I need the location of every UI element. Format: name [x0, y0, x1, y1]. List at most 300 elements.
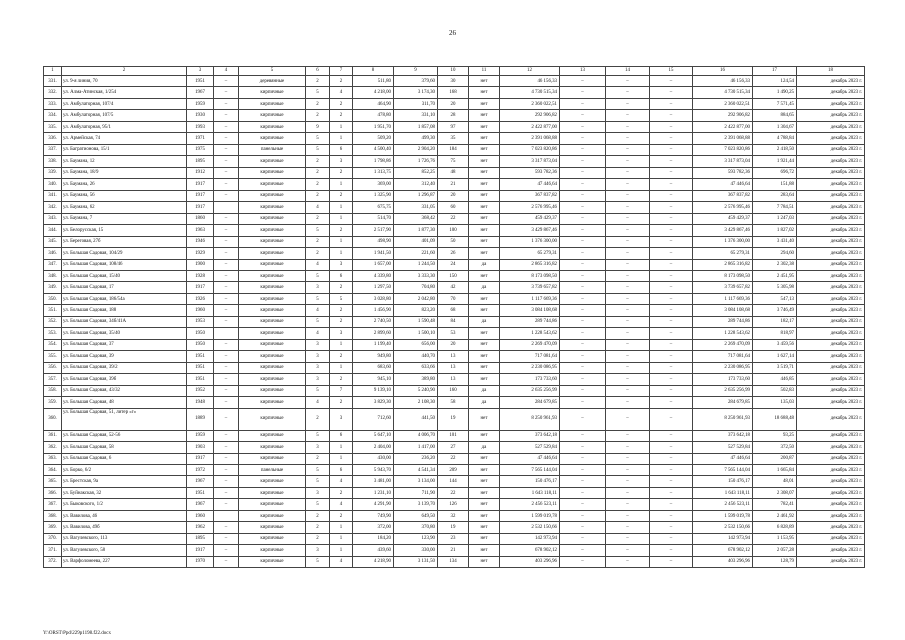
cost-total-cell: 678 902,12 [500, 545, 560, 556]
residents-cell: 28 [438, 110, 469, 121]
floors-cell: 5 [306, 385, 330, 396]
cost-summary-cell: 3 084 108,68 [693, 305, 753, 316]
col-15-cell: – [650, 430, 693, 441]
address-cell: ул. Амбулаторная, 107/4 [62, 98, 187, 109]
cost-total-cell: 2 360 022,51 [500, 98, 560, 109]
col-14-cell: – [606, 213, 650, 224]
cost-per-sqm-cell: 1 827,02 [753, 225, 797, 236]
cost-summary-cell: 367 837,82 [693, 190, 753, 201]
year-built-cell: 1952 [187, 385, 214, 396]
deadline-cell: декабрь 2023 г. [797, 248, 865, 259]
row-number-cell: 333. [44, 98, 62, 109]
col-11-cell: нет [469, 510, 500, 521]
table-row [44, 133, 865, 144]
address-cell: ул. Брестская, 9а [62, 476, 187, 487]
residents-cell: 30 [438, 76, 469, 87]
column-number-cell: 10 [438, 67, 469, 76]
living-area-cell: 704,80 [394, 282, 438, 293]
column-number-cell: 7 [330, 67, 353, 76]
address-cell: ул. Армейская, 74 [62, 133, 187, 144]
residents-cell: 19 [438, 408, 469, 430]
residents-cell: 134 [438, 556, 469, 567]
year-built-cell: 1975 [187, 144, 214, 155]
living-area-cell: 441,50 [394, 408, 438, 430]
cost-summary-cell: 3 317 873,04 [693, 156, 753, 167]
table-row [44, 408, 865, 430]
col-4-cell: – [214, 533, 239, 544]
cost-per-sqm-cell: 124,54 [753, 76, 797, 87]
col-4-cell: – [214, 465, 239, 476]
row-number-cell: 339. [44, 167, 62, 178]
cost-summary-cell: 1 117 669,36 [693, 293, 753, 304]
total-area-cell: 945,10 [353, 374, 394, 385]
total-area-cell: 184,20 [353, 533, 394, 544]
entrances-cell: 1 [330, 236, 353, 247]
cost-summary-cell: 284 679,85 [693, 397, 753, 408]
address-cell: ул. Большая Садовая, 6 [62, 453, 187, 464]
col-11-cell: нет [469, 225, 500, 236]
col-14-cell: – [606, 476, 650, 487]
year-built-cell: 1900 [187, 259, 214, 270]
col-13-cell: – [560, 179, 606, 190]
col-15-cell: – [650, 202, 693, 213]
col-14-cell: – [606, 545, 650, 556]
year-built-cell: 1926 [187, 293, 214, 304]
col-11-cell: нет [469, 236, 500, 247]
col-11-cell: нет [469, 87, 500, 98]
row-number-cell: 344. [44, 225, 62, 236]
year-built-cell: 1917 [187, 190, 214, 201]
year-built-cell: 1971 [187, 133, 214, 144]
wall-material-cell: кирпичные [239, 533, 306, 544]
year-built-cell: 1948 [187, 397, 214, 408]
residents-cell: 20 [438, 98, 469, 109]
col-13-cell: – [560, 362, 606, 373]
residents-cell: 168 [438, 87, 469, 98]
cost-total-cell: 8 250 961,93 [500, 408, 560, 430]
col-13-cell: – [560, 556, 606, 567]
row-number-cell: 331. [44, 76, 62, 87]
col-15-cell: – [650, 328, 693, 339]
residents-cell: 101 [438, 430, 469, 441]
col-11-cell: да [469, 282, 500, 293]
address-cell: ул. Большая Садовая, 15/40 [62, 270, 187, 281]
col-15-cell: – [650, 98, 693, 109]
deadline-cell: декабрь 2023 г. [797, 545, 865, 556]
col-14-cell: – [606, 156, 650, 167]
floors-cell: 2 [306, 98, 330, 109]
col-13-cell: – [560, 442, 606, 453]
cost-per-sqm-cell: 3 431,40 [753, 236, 797, 247]
cost-total-cell: 1 599 019,78 [500, 510, 560, 521]
row-number-cell: 364. [44, 465, 62, 476]
living-area-cell: 1 296,87 [394, 190, 438, 201]
column-number-cell: 5 [239, 67, 306, 76]
cost-per-sqm-cell: 93,25 [753, 430, 797, 441]
floors-cell: 5 [306, 465, 330, 476]
entrances-cell: 2 [330, 487, 353, 498]
cost-summary-cell: 7 565 144,04 [693, 465, 753, 476]
residents-cell: 97 [438, 121, 469, 132]
year-built-cell: 1959 [187, 430, 214, 441]
deadline-cell: декабрь 2023 г. [797, 156, 865, 167]
column-number-cell: 8 [353, 67, 394, 76]
cost-total-cell: 7 565 144,04 [500, 465, 560, 476]
table-row [44, 374, 865, 385]
total-area-cell: 511,80 [353, 76, 394, 87]
col-13-cell: – [560, 339, 606, 350]
living-area-cell: 221,60 [394, 248, 438, 259]
col-4-cell: – [214, 144, 239, 155]
col-13-cell: – [560, 282, 606, 293]
column-number-cell: 2 [62, 67, 187, 76]
col-15-cell: – [650, 339, 693, 350]
col-14-cell: – [606, 259, 650, 270]
col-11-cell: нет [469, 144, 500, 155]
col-13-cell: – [560, 133, 606, 144]
floors-cell: 5 [306, 556, 330, 567]
deadline-cell: декабрь 2023 г. [797, 476, 865, 487]
cost-summary-cell: 3 739 657,82 [693, 282, 753, 293]
col-13-cell: – [560, 408, 606, 430]
living-area-cell: 499,30 [394, 133, 438, 144]
table-row [44, 236, 865, 247]
deadline-cell: декабрь 2023 г. [797, 305, 865, 316]
cost-per-sqm-cell: 2 461,92 [753, 510, 797, 521]
wall-material-cell: панельные [239, 465, 306, 476]
cost-summary-cell: 142 973,94 [693, 533, 753, 544]
total-area-cell: 4 500,40 [353, 144, 394, 155]
wall-material-cell: кирпичные [239, 510, 306, 521]
total-area-cell: 1 313,75 [353, 167, 394, 178]
col-13-cell: – [560, 202, 606, 213]
entrances-cell: 4 [330, 476, 353, 487]
address-cell: ул. Большая Садовая, 39/2 [62, 362, 187, 373]
entrances-cell: 1 [330, 339, 353, 350]
living-area-cell: 401,09 [394, 236, 438, 247]
col-4-cell: – [214, 374, 239, 385]
table-body [44, 76, 865, 568]
total-area-cell: 3 028,80 [353, 293, 394, 304]
cost-summary-cell: 2 391 068,88 [693, 133, 753, 144]
row-number-cell: 346. [44, 248, 62, 259]
col-13-cell: – [560, 144, 606, 155]
address-cell: ул. Баумана, 7 [62, 213, 187, 224]
col-14-cell: – [606, 351, 650, 362]
cost-total-cell: 373 642,18 [500, 430, 560, 441]
residents-cell: 42 [438, 282, 469, 293]
cost-per-sqm-cell: 2 451,95 [753, 270, 797, 281]
entrances-cell: 6 [330, 430, 353, 441]
cost-total-cell: 8 173 098,50 [500, 270, 560, 281]
entrances-cell: 2 [330, 316, 353, 327]
total-area-cell: 1 798,86 [353, 156, 394, 167]
living-area-cell: 1 877,30 [394, 225, 438, 236]
floors-cell: 2 [306, 533, 330, 544]
col-15-cell: – [650, 385, 693, 396]
wall-material-cell: кирпичные [239, 374, 306, 385]
entrances-cell: 1 [330, 121, 353, 132]
floors-cell: 3 [306, 442, 330, 453]
wall-material-cell: кирпичные [239, 293, 306, 304]
year-built-cell: 1953 [187, 316, 214, 327]
cost-total-cell: 593 782,36 [500, 167, 560, 178]
col-15-cell: – [650, 270, 693, 281]
col-11-cell: нет [469, 522, 500, 533]
cost-per-sqm-cell: 2 418,50 [753, 144, 797, 155]
table-row [44, 499, 865, 510]
address-cell: ул. Баумана, 18/9 [62, 167, 187, 178]
floors-cell: 2 [306, 522, 330, 533]
address-cell: ул. 9-я линия, 70 [62, 76, 187, 87]
living-area-cell: 3 134,00 [394, 476, 438, 487]
residents-cell: 48 [438, 167, 469, 178]
col-14-cell: – [606, 316, 650, 327]
deadline-cell: декабрь 2023 г. [797, 179, 865, 190]
col-14-cell: – [606, 522, 650, 533]
col-4-cell: – [214, 499, 239, 510]
residents-cell: 20 [438, 339, 469, 350]
col-14-cell: – [606, 408, 650, 430]
living-area-cell: 1 857,08 [394, 121, 438, 132]
wall-material-cell: кирпичные [239, 121, 306, 132]
cost-summary-cell: 47 446,64 [693, 453, 753, 464]
col-14-cell: – [606, 374, 650, 385]
col-15-cell: – [650, 397, 693, 408]
year-built-cell: 1917 [187, 282, 214, 293]
col-15-cell: – [650, 87, 693, 98]
cost-summary-cell: 2 269 470,09 [693, 339, 753, 350]
col-4-cell [214, 202, 239, 213]
residents-cell: 22 [438, 487, 469, 498]
column-number-cell: 15 [650, 67, 693, 76]
col-4-cell: – [214, 351, 239, 362]
row-number-cell: 359. [44, 397, 62, 408]
deadline-cell: декабрь 2023 г. [797, 190, 865, 201]
year-built-cell: 1967 [187, 476, 214, 487]
cost-summary-cell: 2 422 877,00 [693, 121, 753, 132]
col-11-cell: нет [469, 133, 500, 144]
floors-cell: 9 [306, 121, 330, 132]
cost-summary-cell: 292 906,82 [693, 110, 753, 121]
floors-cell: 3 [306, 487, 330, 498]
residents-cell: 32 [438, 510, 469, 521]
deadline-cell: декабрь 2023 г. [797, 225, 865, 236]
file-path-footer: Y:\ORST\Ppd\229p1198.f22.docx [43, 631, 111, 636]
floors-cell: 5 [306, 316, 330, 327]
residents-cell: 26 [438, 248, 469, 259]
entrances-cell: 2 [330, 225, 353, 236]
year-built-cell: 1951 [187, 351, 214, 362]
floors-cell: 3 [306, 545, 330, 556]
col-14-cell: – [606, 121, 650, 132]
col-4-cell: – [214, 556, 239, 567]
living-area-cell: 656,00 [394, 339, 438, 350]
year-built-cell: 1917 [187, 179, 214, 190]
floors-cell: 5 [306, 499, 330, 510]
residents-cell: 27 [438, 442, 469, 453]
wall-material-cell: кирпичные [239, 270, 306, 281]
row-number-cell: 345. [44, 236, 62, 247]
floors-cell: 3 [306, 282, 330, 293]
table-row [44, 397, 865, 408]
col-11-cell: нет [469, 305, 500, 316]
row-number-cell: 336. [44, 133, 62, 144]
address-cell: ул. Варфоломеева, 227 [62, 556, 187, 567]
col-4-cell: – [214, 110, 239, 121]
floors-cell: 5 [306, 430, 330, 441]
col-14-cell: – [606, 76, 650, 87]
wall-material-cell: кирпичные [239, 545, 306, 556]
col-4-cell: – [214, 408, 239, 430]
col-15-cell: – [650, 442, 693, 453]
col-15-cell: – [650, 374, 693, 385]
row-number-cell: 348. [44, 270, 62, 281]
floors-cell: 4 [306, 305, 330, 316]
deadline-cell: декабрь 2023 г. [797, 351, 865, 362]
cost-per-sqm-cell: 18 688,48 [753, 408, 797, 430]
entrances-cell: 4 [330, 556, 353, 567]
residents-cell: 22 [438, 213, 469, 224]
row-number-cell: 337. [44, 144, 62, 155]
cost-total-cell: 3 429 867,46 [500, 225, 560, 236]
total-area-cell: 464,90 [353, 98, 394, 109]
residents-cell: 209 [438, 465, 469, 476]
cost-summary-cell: 65 279,31 [693, 248, 753, 259]
deadline-cell: декабрь 2023 г. [797, 453, 865, 464]
cost-total-cell: 65 279,31 [500, 248, 560, 259]
deadline-cell: декабрь 2023 г. [797, 408, 865, 430]
cost-summary-cell: 2 456 523,11 [693, 499, 753, 510]
col-15-cell: – [650, 282, 693, 293]
cost-per-sqm-cell: 182,17 [753, 316, 797, 327]
col-13-cell: – [560, 248, 606, 259]
year-built-cell: 1960 [187, 510, 214, 521]
year-built-cell: 1917 [187, 202, 214, 213]
column-number-cell: 9 [394, 67, 438, 76]
col-14-cell: – [606, 144, 650, 155]
wall-material-cell: кирпичные [239, 316, 306, 327]
living-area-cell: 312,40 [394, 179, 438, 190]
cost-per-sqm-cell: 151,88 [753, 179, 797, 190]
col-15-cell: – [650, 487, 693, 498]
col-14-cell: – [606, 339, 650, 350]
residents-cell: 60 [438, 202, 469, 213]
col-13-cell: – [560, 374, 606, 385]
residents-cell: 53 [438, 328, 469, 339]
total-area-cell: 1 456,90 [353, 305, 394, 316]
cost-total-cell: 2 230 086,95 [500, 362, 560, 373]
year-built-cell: 1962 [187, 522, 214, 533]
col-11-cell: нет [469, 110, 500, 121]
cost-total-cell: 459 429,37 [500, 213, 560, 224]
year-built-cell: 1895 [187, 156, 214, 167]
cost-summary-cell: 2 635 256,99 [693, 385, 753, 396]
col-13-cell: – [560, 397, 606, 408]
address-cell: ул. Алма-Атинская, 1/254 [62, 87, 187, 98]
floors-cell: 5 [306, 133, 330, 144]
col-14-cell: – [606, 282, 650, 293]
col-14-cell: – [606, 236, 650, 247]
cost-per-sqm-cell: 1 921,44 [753, 156, 797, 167]
address-cell: ул. Белорусская, 15 [62, 225, 187, 236]
residents-cell: 68 [438, 305, 469, 316]
table-row [44, 545, 865, 556]
wall-material-cell: деревянные [239, 76, 306, 87]
living-area-cell: 236,20 [394, 453, 438, 464]
table-row [44, 328, 865, 339]
entrances-cell: 1 [330, 179, 353, 190]
cost-per-sqm-cell: 782,41 [753, 499, 797, 510]
living-area-cell: 3 131,50 [394, 556, 438, 567]
residents-cell: 100 [438, 225, 469, 236]
col-14-cell: – [606, 98, 650, 109]
col-4-cell: – [214, 442, 239, 453]
col-14-cell: – [606, 385, 650, 396]
total-area-cell: 2 517,90 [353, 225, 394, 236]
col-4-cell: – [214, 453, 239, 464]
total-area-cell: 4 291,90 [353, 499, 394, 510]
year-built-cell: 1951 [187, 76, 214, 87]
col-15-cell: – [650, 305, 693, 316]
deadline-cell: декабрь 2023 г. [797, 259, 865, 270]
page-number: 26 [449, 29, 456, 37]
col-14-cell: – [606, 487, 650, 498]
column-number-cell: 12 [500, 67, 560, 76]
table-row [44, 510, 865, 521]
floors-cell: 5 [306, 225, 330, 236]
year-built-cell: 1951 [187, 487, 214, 498]
cost-total-cell: 173 733,60 [500, 374, 560, 385]
deadline-cell: декабрь 2023 г. [797, 328, 865, 339]
deadline-cell: декабрь 2023 г. [797, 533, 865, 544]
residents-cell: 84 [438, 316, 469, 327]
col-13-cell: – [560, 499, 606, 510]
table-row [44, 76, 865, 87]
cost-summary-cell: 289 744,86 [693, 316, 753, 327]
col-15-cell: – [650, 351, 693, 362]
cost-per-sqm-cell: 3 519,71 [753, 362, 797, 373]
col-15-cell: – [650, 533, 693, 544]
col-14-cell: – [606, 110, 650, 121]
row-number-cell: 343. [44, 213, 62, 224]
year-built-cell: 1950 [187, 339, 214, 350]
address-cell: ул. Борко, 6/2 [62, 465, 187, 476]
col-11-cell: нет [469, 465, 500, 476]
entrances-cell: 1 [330, 545, 353, 556]
residents-cell: 21 [438, 179, 469, 190]
total-area-cell: 1 297,50 [353, 282, 394, 293]
total-area-cell: 749,90 [353, 510, 394, 521]
column-number-row [44, 67, 865, 76]
entrances-cell: 2 [330, 374, 353, 385]
table-row [44, 87, 865, 98]
row-number-cell: 342. [44, 202, 62, 213]
floors-cell: 5 [306, 270, 330, 281]
entrances-cell: 2 [330, 305, 353, 316]
cost-per-sqm-cell: 2 308,07 [753, 487, 797, 498]
wall-material-cell: кирпичные [239, 156, 306, 167]
col-13-cell: – [560, 76, 606, 87]
col-4-cell [214, 328, 239, 339]
table-row [44, 167, 865, 178]
row-number-cell: 361. [44, 430, 62, 441]
col-15-cell: – [650, 510, 693, 521]
deadline-cell: декабрь 2023 г. [797, 293, 865, 304]
cost-per-sqm-cell: 446,85 [753, 374, 797, 385]
row-number-cell: 340. [44, 179, 62, 190]
floors-cell: 2 [306, 76, 330, 87]
